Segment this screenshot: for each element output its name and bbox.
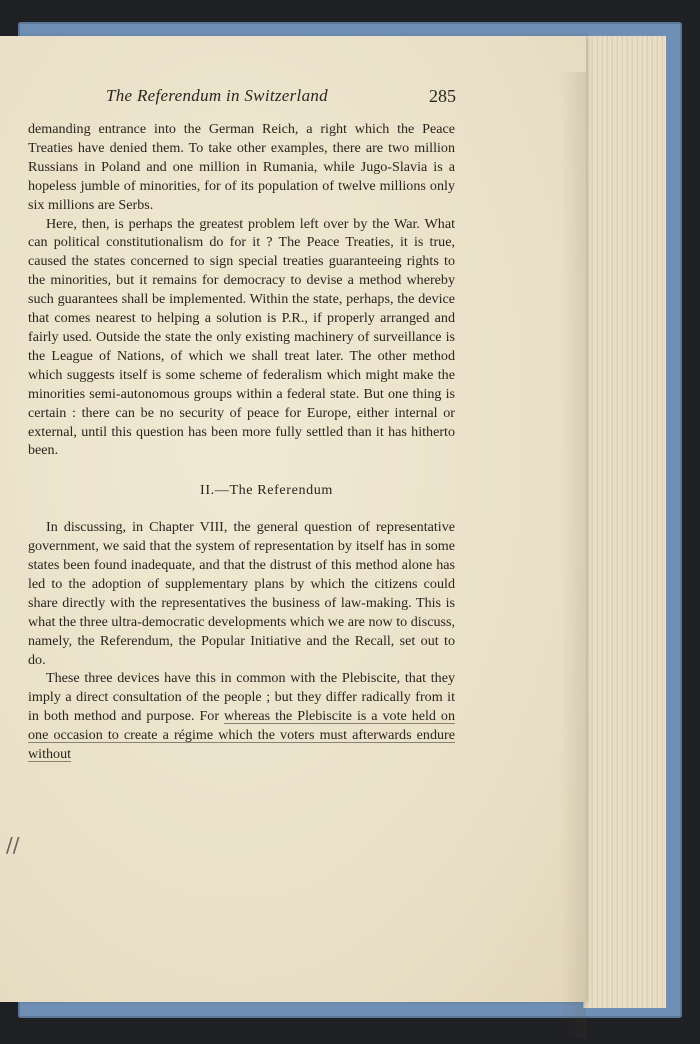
running-title: The Referendum in Switzerland <box>106 86 328 105</box>
paragraph-4-text: These three devices have this in common with the Plebiscite, that they imply a direct consultation of the people ; but they differ radically from it in both method and purpose. For <box>28 670 455 725</box>
margin-annotation-mark: // <box>6 833 20 857</box>
body-text <box>28 120 455 764</box>
underlined-passage: whereas the Plebiscite is a vote held on one occasion to create a régime which the voters must afterwards endure without <box>28 708 455 763</box>
section-heading: II.—The Referendum <box>200 482 333 499</box>
paragraph-2: Here, then, is perhaps the greatest problem left over by the War. What can political constitutionalism do for it ? The Peace Treaties, it is true, caused the states concerned to sign special treaties guaranteeing rights to the minorities, but it remains for democracy to devise a method whereby such guarantees shall be implemented. Within the state, perhaps, the device that comes nearest to helping a solution is P.R., if properly arranged and fairly used. Outside the state the only existing machinery of surveillance is the League of Nations, of which we shall treat later. The other method which suggests itself is some scheme of federalism which might make the minorities semi-autonomous groups within a federal state. But one thing is certain : there can be no security of peace for Europe, either internal or external, until this question has been more fully settled than it has hitherto been. <box>28 215 455 459</box>
paragraph-1: demanding entrance into the German Reich, a right which the Peace Treaties have denied them. To take other examples, there are two million Russians in Poland and one million in Rumania, while Jugo-Slavia is a hopeless jumble of minorities, for of its population of twelve millions only six millions are Serbs. <box>28 121 455 213</box>
running-head <box>106 86 456 112</box>
book-page <box>0 36 586 1002</box>
paragraph-4 <box>28 669 455 764</box>
paragraph-3: In discussing, in Chapter VIII, the general question of representative government, we said that the system of representation by itself has in some states been found inadequate, and that the distrust of this method alone has led to the adoption of supplementary plans by which the citizens could share directly with the representatives the business of law-making. This is what the three ultra-democratic developments which we are now to discuss, namely, the Referendum, the Popular Initiative and the Recall, set out to do. <box>28 519 455 668</box>
gutter-shadow <box>560 72 586 1038</box>
page-number: 285 <box>429 86 456 106</box>
page-edges <box>583 36 666 1008</box>
